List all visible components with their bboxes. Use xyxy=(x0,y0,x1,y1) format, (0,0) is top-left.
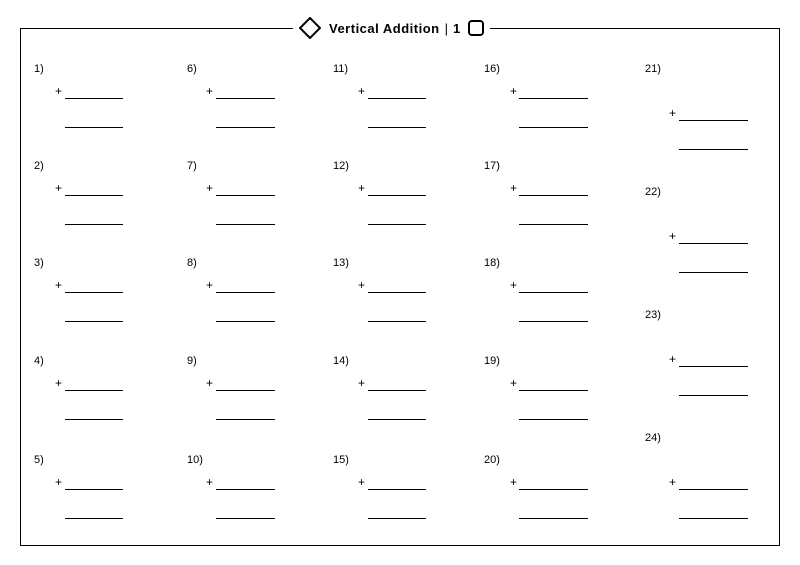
plus-sign: + xyxy=(669,229,677,243)
answer-line[interactable] xyxy=(216,321,275,322)
plus-sign: + xyxy=(510,376,518,390)
rounded-square-icon xyxy=(468,20,484,36)
plus-sign: + xyxy=(206,181,214,195)
plus-sign: + xyxy=(510,181,518,195)
plus-sign: + xyxy=(510,475,518,489)
operand-underline xyxy=(216,390,275,391)
operand-underline xyxy=(519,390,588,391)
answer-line[interactable] xyxy=(368,224,426,225)
answer-line[interactable] xyxy=(519,321,588,322)
operand-underline xyxy=(65,195,123,196)
answer-line[interactable] xyxy=(368,518,426,519)
answer-line[interactable] xyxy=(368,127,426,128)
plus-sign: + xyxy=(55,376,63,390)
operand-underline xyxy=(65,98,123,99)
answer-line[interactable] xyxy=(679,149,748,150)
operand-underline xyxy=(679,366,748,367)
worksheet-header xyxy=(293,14,490,42)
problem-number: 1) xyxy=(34,63,44,75)
plus-sign: + xyxy=(358,376,366,390)
answer-line[interactable] xyxy=(65,224,123,225)
problem-number: 3) xyxy=(34,257,44,269)
plus-sign: + xyxy=(358,475,366,489)
answer-line[interactable] xyxy=(679,395,748,396)
operand-underline xyxy=(216,292,275,293)
problem-number: 18) xyxy=(484,257,500,269)
plus-sign: + xyxy=(358,84,366,98)
problem-number: 11) xyxy=(333,63,349,75)
plus-sign: + xyxy=(55,278,63,292)
problem-number: 19) xyxy=(484,355,500,367)
answer-line[interactable] xyxy=(679,518,748,519)
operand-underline xyxy=(65,390,123,391)
problem-number: 12) xyxy=(333,160,349,172)
plus-sign: + xyxy=(669,352,677,366)
plus-sign: + xyxy=(55,475,63,489)
problem-number: 7) xyxy=(187,160,197,172)
problem-number: 20) xyxy=(484,454,500,466)
operand-underline xyxy=(368,98,426,99)
answer-line[interactable] xyxy=(65,518,123,519)
problem-number: 8) xyxy=(187,257,197,269)
operand-underline xyxy=(519,489,588,490)
answer-line[interactable] xyxy=(519,419,588,420)
operand-underline xyxy=(679,489,748,490)
problem-number: 17) xyxy=(484,160,500,172)
problem-number: 24) xyxy=(645,432,661,444)
operand-underline xyxy=(216,489,275,490)
problem-number: 6) xyxy=(187,63,197,75)
operand-underline xyxy=(519,292,588,293)
operand-underline xyxy=(368,390,426,391)
plus-sign: + xyxy=(55,84,63,98)
problem-number: 2) xyxy=(34,160,44,172)
operand-underline xyxy=(368,292,426,293)
diamond-icon xyxy=(299,17,321,39)
plus-sign: + xyxy=(358,181,366,195)
answer-line[interactable] xyxy=(65,321,123,322)
answer-line[interactable] xyxy=(65,127,123,128)
answer-line[interactable] xyxy=(519,127,588,128)
answer-line[interactable] xyxy=(216,419,275,420)
problem-number: 16) xyxy=(484,63,500,75)
operand-underline xyxy=(519,98,588,99)
plus-sign: + xyxy=(358,278,366,292)
problem-number: 4) xyxy=(34,355,44,367)
answer-line[interactable] xyxy=(216,224,275,225)
answer-line[interactable] xyxy=(368,321,426,322)
plus-sign: + xyxy=(206,376,214,390)
page-number: 1 xyxy=(452,20,461,36)
operand-underline xyxy=(368,489,426,490)
worksheet-frame xyxy=(20,28,780,546)
operand-underline xyxy=(65,489,123,490)
plus-sign: + xyxy=(669,106,677,120)
operand-underline xyxy=(216,195,275,196)
answer-line[interactable] xyxy=(368,419,426,420)
operand-underline xyxy=(679,243,748,244)
operand-underline xyxy=(519,195,588,196)
plus-sign: + xyxy=(55,181,63,195)
plus-sign: + xyxy=(510,84,518,98)
plus-sign: + xyxy=(206,278,214,292)
answer-line[interactable] xyxy=(216,518,275,519)
worksheet-title: Vertical Addition xyxy=(329,20,440,36)
problem-number: 14) xyxy=(333,355,349,367)
plus-sign: + xyxy=(669,475,677,489)
answer-line[interactable] xyxy=(519,518,588,519)
answer-line[interactable] xyxy=(519,224,588,225)
problem-number: 5) xyxy=(34,454,44,466)
operand-underline xyxy=(216,98,275,99)
plus-sign: + xyxy=(206,475,214,489)
plus-sign: + xyxy=(510,278,518,292)
plus-sign: + xyxy=(206,84,214,98)
answer-line[interactable] xyxy=(65,419,123,420)
operand-underline xyxy=(368,195,426,196)
title-separator: | xyxy=(444,20,448,36)
problem-number: 9) xyxy=(187,355,197,367)
problem-number: 21) xyxy=(645,63,661,75)
operand-underline xyxy=(679,120,748,121)
problem-number: 23) xyxy=(645,309,661,321)
answer-line[interactable] xyxy=(679,272,748,273)
problem-number: 10) xyxy=(187,454,203,466)
operand-underline xyxy=(65,292,123,293)
problem-number: 22) xyxy=(645,186,661,198)
problem-number: 15) xyxy=(333,454,349,466)
problem-number: 13) xyxy=(333,257,349,269)
answer-line[interactable] xyxy=(216,127,275,128)
